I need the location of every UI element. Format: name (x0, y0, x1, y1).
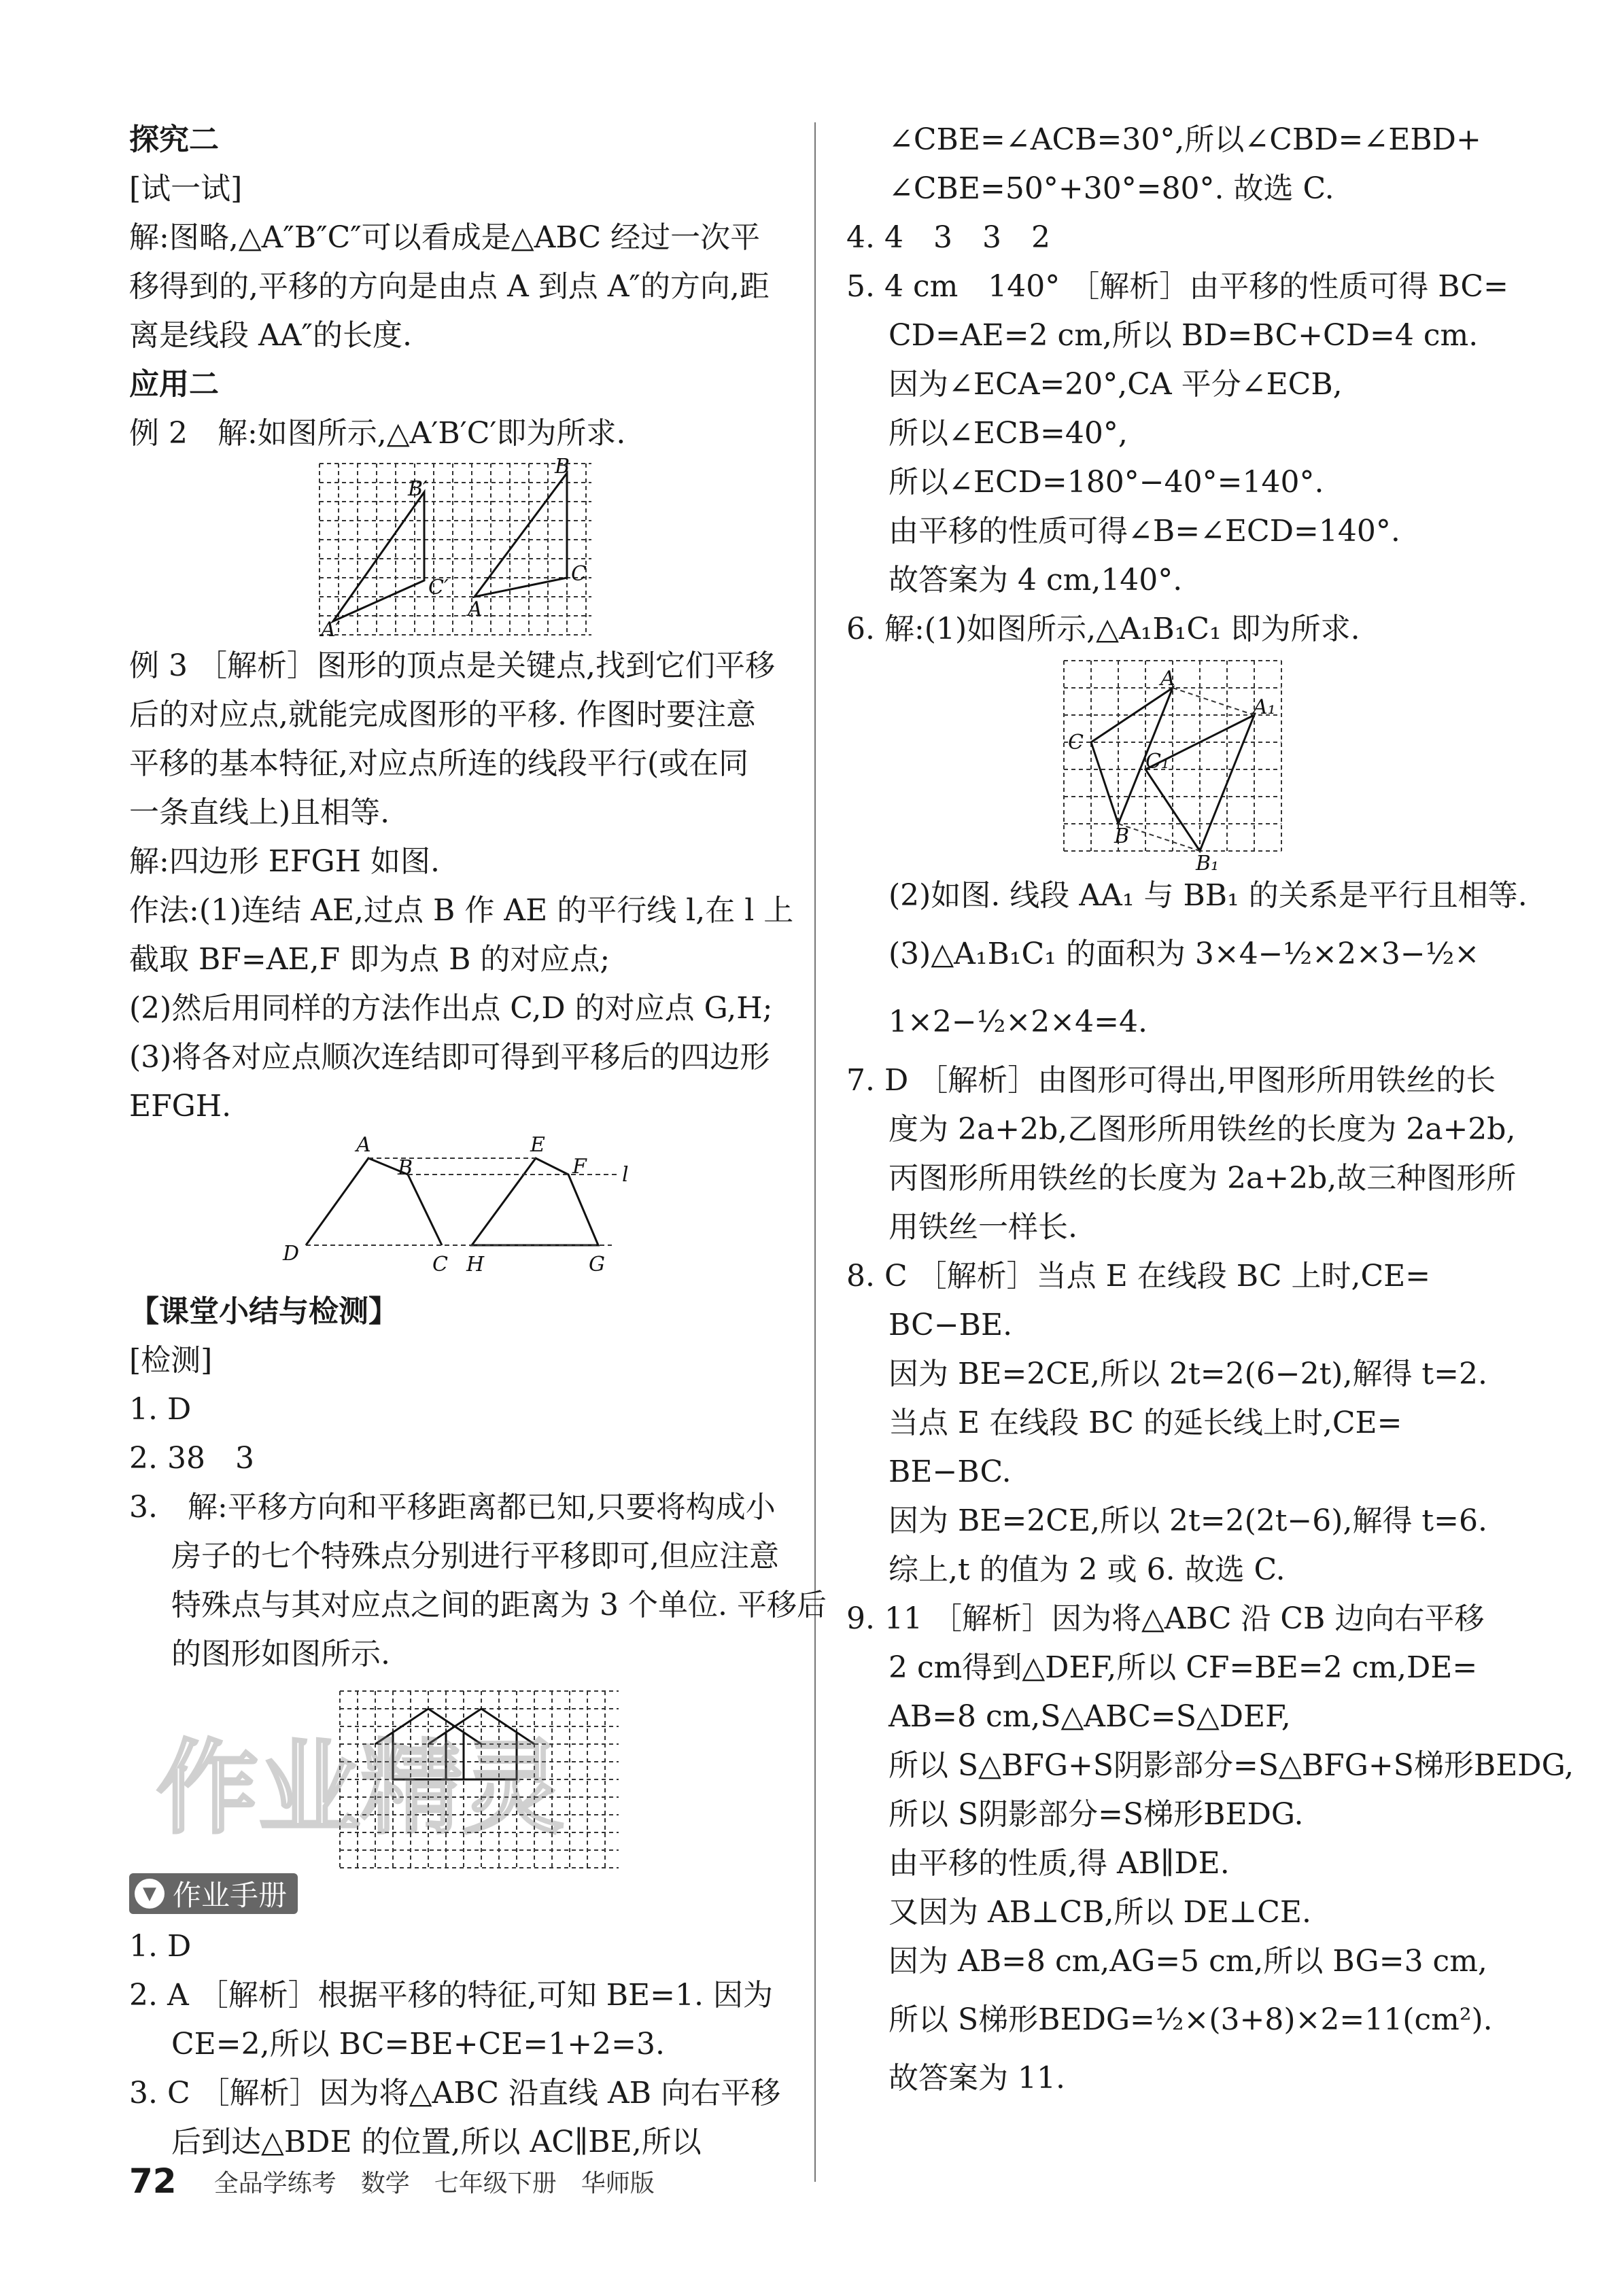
text-line: 例 2 解:如图所示,△A′B′C′即为所求. (129, 416, 626, 451)
text-line: CE=2,所以 BC=BE+CE=1+2=3. (171, 2027, 665, 2062)
text-line: 因为 BE=2CE,所以 2t=2(6−2t),解得 t=2. (888, 1357, 1487, 1391)
label-C-prime: C′ (428, 576, 449, 599)
answer-line: 5. 4 cm 140° ［解析］由平移的性质可得 BC= (846, 269, 1508, 304)
label-C: C (571, 562, 587, 586)
text-line: EFGH. (129, 1089, 232, 1124)
badge-label: 作业手册 (173, 1879, 288, 1912)
text-line: 后的对应点,就能完成图形的平移. 作图时要注意 (129, 697, 756, 732)
text-line: 2 cm得到△DEF,所以 CF=BE=2 cm,DE= (888, 1650, 1478, 1685)
trapezoid-translation-diagram (129, 1131, 782, 1287)
label-l: l (622, 1163, 629, 1187)
sub-heading: [检测] (129, 1343, 213, 1378)
text-line: BC−BE. (888, 1308, 1013, 1342)
text-line: (3)将各对应点顺次连结即可得到平移后的四边形 (129, 1040, 770, 1075)
text-line: 后到达△BDE 的位置,所以 AC∥BE,所以 (171, 2125, 702, 2159)
answer-line: 3. C ［解析］因为将△ABC 沿直线 AB 向右平移 (129, 2076, 781, 2110)
text-line: 特殊点与其对应点之间的距离为 3 个单位. 平移后 (171, 1588, 827, 1622)
text-line: 房子的七个特殊点分别进行平移即可,但应注意 (171, 1539, 779, 1573)
label-B1: B₁ (1196, 852, 1220, 871)
label-G: G (589, 1253, 605, 1276)
answer-line: 4. 4 3 3 2 (846, 220, 1050, 255)
label-A: A (468, 597, 483, 621)
section-heading: 探究二 (129, 122, 219, 157)
text-line: 作法:(1)连结 AE,过点 B 作 AE 的平行线 l,在 l 上 (129, 893, 794, 928)
label-A: A (356, 1133, 371, 1157)
text-line: 解:四边形 EFGH 如图. (129, 844, 440, 879)
answer-line: 1. D (129, 1392, 192, 1427)
page-footer (129, 2161, 655, 2201)
label-C: C (432, 1253, 448, 1276)
answer-line: 1. D (129, 1929, 192, 1964)
text-line: ∠CBE=50°+30°=80°. 故选 C. (888, 171, 1334, 206)
section-heading: 【课堂小结与检测】 (129, 1294, 398, 1329)
text-line: 综上,t 的值为 2 或 6. 故选 C. (888, 1552, 1285, 1587)
text-line: (2)然后用同样的方法作出点 C,D 的对应点 G,H; (129, 991, 773, 1026)
label-C: C (1068, 731, 1084, 754)
triangle-down-icon: ▼ (135, 1879, 165, 1909)
label-H: H (466, 1253, 485, 1276)
text-line: 离是线段 AA″的长度. (129, 318, 412, 353)
label-D: D (283, 1242, 300, 1266)
house-translation-diagram (129, 1679, 782, 1869)
figure-grid-a1b1c1 (846, 654, 1506, 871)
text-line: 用铁丝一样长. (888, 1210, 1077, 1245)
label-B-prime: B′ (408, 477, 428, 501)
answer-line: 7. D ［解析］由图形可得出,甲图形所用铁丝的长 (846, 1063, 1496, 1098)
triangle-a1b1c1-diagram (846, 654, 1506, 871)
figure-house-grid (129, 1679, 782, 1869)
answer-line: 2. 38 3 (129, 1441, 254, 1476)
answer-line: 6. 解:(1)如图所示,△A₁B₁C₁ 即为所求. (846, 612, 1360, 646)
book-title: 全品学练考 数学 七年级下册 华师版 (213, 2169, 655, 2197)
sub-heading: [试一试] (129, 171, 243, 206)
label-F: F (572, 1155, 587, 1179)
figure-trapezoids (129, 1131, 782, 1287)
text-line: 解:图略,△A″B″C″可以看成是△ABC 经过一次平 (129, 220, 761, 255)
label-A: A (1160, 667, 1175, 691)
right-column (846, 116, 1574, 2103)
figure-grid-triangles (129, 458, 782, 642)
text-line: 所以 S阴影部分=S梯形BEDG. (888, 1797, 1304, 1832)
text-line: 因为 AB=8 cm,AG=5 cm,所以 BG=3 cm, (888, 1944, 1487, 1979)
badge-row (129, 1869, 782, 1922)
text-line: (2)如图. 线段 AA₁ 与 BB₁ 的关系是平行且相等. (888, 878, 1528, 913)
text-line: 截取 BF=AE,F 即为点 B 的对应点; (129, 942, 610, 977)
label-B: B (398, 1156, 413, 1180)
grid-triangles-diagram (129, 458, 782, 642)
text-line: 度为 2a+2b,乙图形所用铁丝的长度为 2a+2b, (888, 1112, 1516, 1147)
text-line: 所以 S△BFG+S阴影部分=S△BFG+S梯形BEDG, (888, 1748, 1574, 1783)
label-E: E (530, 1133, 545, 1157)
text-line: 因为 BE=2CE,所以 2t=2(2t−6),解得 t=6. (888, 1503, 1487, 1538)
text-line: ∠CBE=∠ACB=30°,所以∠CBD=∠EBD+ (888, 122, 1481, 157)
answer-line: 3. 解:平移方向和平移距离都已知,只要将构成小 (129, 1490, 776, 1525)
text-line: 的图形如图所示. (171, 1637, 390, 1671)
text-line: 由平移的性质可得∠B=∠ECD=140°. (888, 514, 1400, 549)
text-line: 移得到的,平移的方向是由点 A 到点 A″的方向,距 (129, 269, 770, 304)
text-line: BE−BC. (888, 1455, 1012, 1489)
text-line: 例 3 ［解析］图形的顶点是关键点,找到它们平移 (129, 648, 775, 683)
text-line: 因为∠ECA=20°,CA 平分∠ECB, (888, 367, 1343, 402)
text-line: CD=AE=2 cm,所以 BD=BC+CD=4 cm. (888, 318, 1479, 353)
label-A-prime: A′ (321, 618, 341, 642)
text-line: 一条直线上)且相等. (129, 795, 390, 830)
text-line: 1×2−½×2×4=4. (888, 1005, 1148, 1039)
text-line: (3)△A₁B₁C₁ 的面积为 3×4−½×2×3−½× (888, 937, 1480, 971)
column-divider (814, 122, 816, 2182)
answer-line: 2. A ［解析］根据平移的特征,可知 BE=1. 因为 (129, 1978, 773, 2013)
text-line: 故答案为 4 cm,140°. (888, 563, 1183, 597)
label-B: B (1114, 824, 1130, 848)
page-number: 72 (129, 2161, 177, 2201)
section-heading: 应用二 (129, 367, 219, 402)
answer-line: 9. 11 ［解析］因为将△ABC 沿 CB 边向右平移 (846, 1601, 1485, 1636)
text-line: AB=8 cm,S△ABC=S△DEF, (888, 1699, 1291, 1734)
label-A1: A₁ (1253, 695, 1276, 719)
text-line: 丙图形所用铁丝的长度为 2a+2b,故三种图形所 (888, 1161, 1517, 1196)
text-line: 所以 S梯形BEDG=½×(3+8)×2=11(cm²). (888, 2002, 1493, 2037)
watermark: 作业精灵 (156, 1730, 565, 1848)
text-line: 故答案为 11. (888, 2061, 1065, 2095)
homework-badge (129, 1873, 298, 1914)
left-column (129, 116, 827, 2167)
label-C1: C₁ (1145, 750, 1169, 773)
text-line: 所以∠ECD=180°−40°=140°. (888, 465, 1324, 500)
label-B: B (555, 458, 570, 479)
text-line: 由平移的性质,得 AB∥DE. (888, 1846, 1230, 1881)
text-line: 又因为 AB⊥CB,所以 DE⊥CE. (888, 1895, 1311, 1930)
answer-line: 8. C ［解析］当点 E 在线段 BC 上时,CE= (846, 1259, 1431, 1293)
text-line: 所以∠ECB=40°, (888, 416, 1128, 451)
text-line: 当点 E 在线段 BC 的延长线上时,CE= (888, 1406, 1402, 1440)
text-line: 平移的基本特征,对应点所连的线段平行(或在同 (129, 746, 749, 781)
